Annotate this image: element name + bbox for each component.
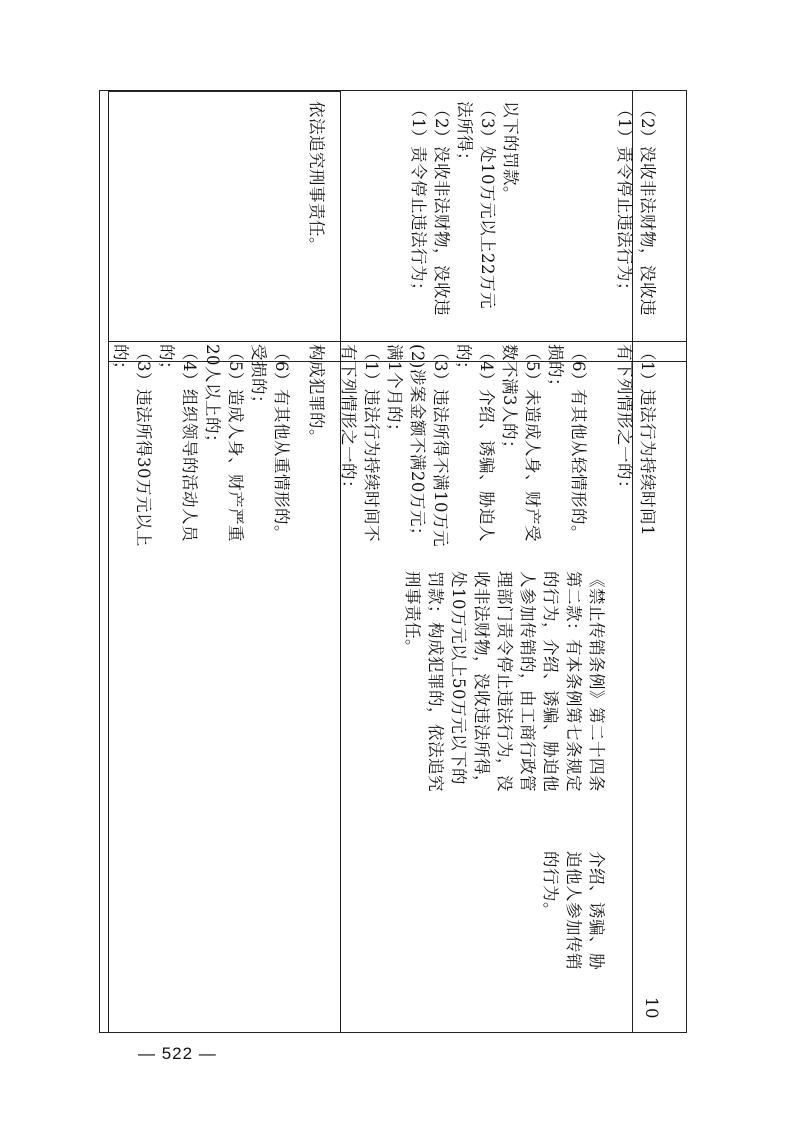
legal-basis-line: 《禁止传销条例》第二十四条: [587, 571, 606, 792]
cell-divider: [108, 91, 340, 92]
legal-basis-line: 的行为，介绍、诱骗、胁迫他: [541, 571, 560, 792]
minor-condition: 满1个月的；: [385, 344, 404, 440]
minor-penalty: 以下的罚款。: [501, 101, 520, 203]
legal-basis-line: 第二款：有本条例第七条规定: [564, 571, 583, 792]
minor-penalty: （2）没收非法财物，没收违: [432, 101, 451, 316]
legal-basis-line: 人参加传销的，由工商行政管: [518, 571, 537, 792]
continuation-condition: 20人以上的；: [203, 344, 222, 451]
row-number: 10: [642, 997, 661, 1019]
continuation-condition: （3）违法所得30万元以上: [134, 344, 153, 547]
minor-condition: 有下列情形之一的：: [339, 344, 358, 497]
legal-basis-line: 罚款；构成犯罪的，依法追究: [426, 571, 445, 792]
behavior-line: 迫他人参加传销: [564, 851, 583, 970]
continuation-condition: （6）有其他从重情形的。: [272, 344, 291, 542]
behavior-line: 介绍、诱骗、胁: [587, 851, 606, 970]
column-divider: [340, 91, 341, 1032]
legal-basis-line: 收非法财物，没收违法所得，: [472, 571, 491, 792]
page-number: — 522 —: [138, 1044, 217, 1063]
behavior-line: 的行为。: [541, 851, 560, 919]
continuation-condition: 的；: [157, 344, 176, 378]
penalty-table: [99, 90, 687, 1033]
minor-condition: （1）违法行为持续时间不: [362, 344, 381, 542]
next-penalty: （1）责令停止违法行为；: [615, 101, 634, 299]
continuation-condition: （4）组织领导的活动人员: [180, 344, 199, 542]
continuation-condition: （5）造成人身、财产严重: [226, 344, 245, 542]
legal-basis-line: 刑事责任。: [403, 571, 422, 656]
crime-penalty: 依法追究刑事责任。: [307, 101, 326, 254]
continuation-condition: 的；: [111, 344, 130, 378]
legal-basis-line: 处10万元以上50万元以下的: [449, 571, 468, 785]
minor-condition: 损的；: [546, 344, 565, 395]
minor-condition: 的；: [454, 344, 473, 378]
minor-condition: （5）未造成人身、财产受: [523, 344, 542, 542]
minor-penalty: （1）责令停止违法行为；: [409, 101, 428, 299]
next-penalty: （2）没收非法财物，没收违: [638, 101, 657, 316]
minor-condition: （6）有其他从轻情形的。: [569, 344, 588, 542]
minor-condition: （3）违法所得不满10万元: [431, 344, 450, 547]
column-divider: [108, 91, 109, 1032]
continuation-condition: 受损的；: [249, 344, 268, 412]
minor-condition: (2)涉案金额不满20万元；: [408, 344, 427, 544]
next-condition: （1）违法行为持续时间1: [638, 344, 657, 536]
minor-penalty: 法所得；: [455, 101, 474, 169]
minor-condition: 数不满3人的；: [500, 344, 519, 457]
crime-condition: 构成犯罪的。: [307, 344, 326, 446]
next-condition: 有下列情形之一的：: [615, 344, 634, 497]
cell-divider: [108, 341, 686, 342]
legal-basis-line: 理部门责令停止违法行为，没: [495, 571, 514, 792]
minor-penalty: （3）处10万元以上22万元: [478, 101, 497, 309]
minor-condition: （4）介绍、诱骗、胁迫人: [477, 344, 496, 542]
